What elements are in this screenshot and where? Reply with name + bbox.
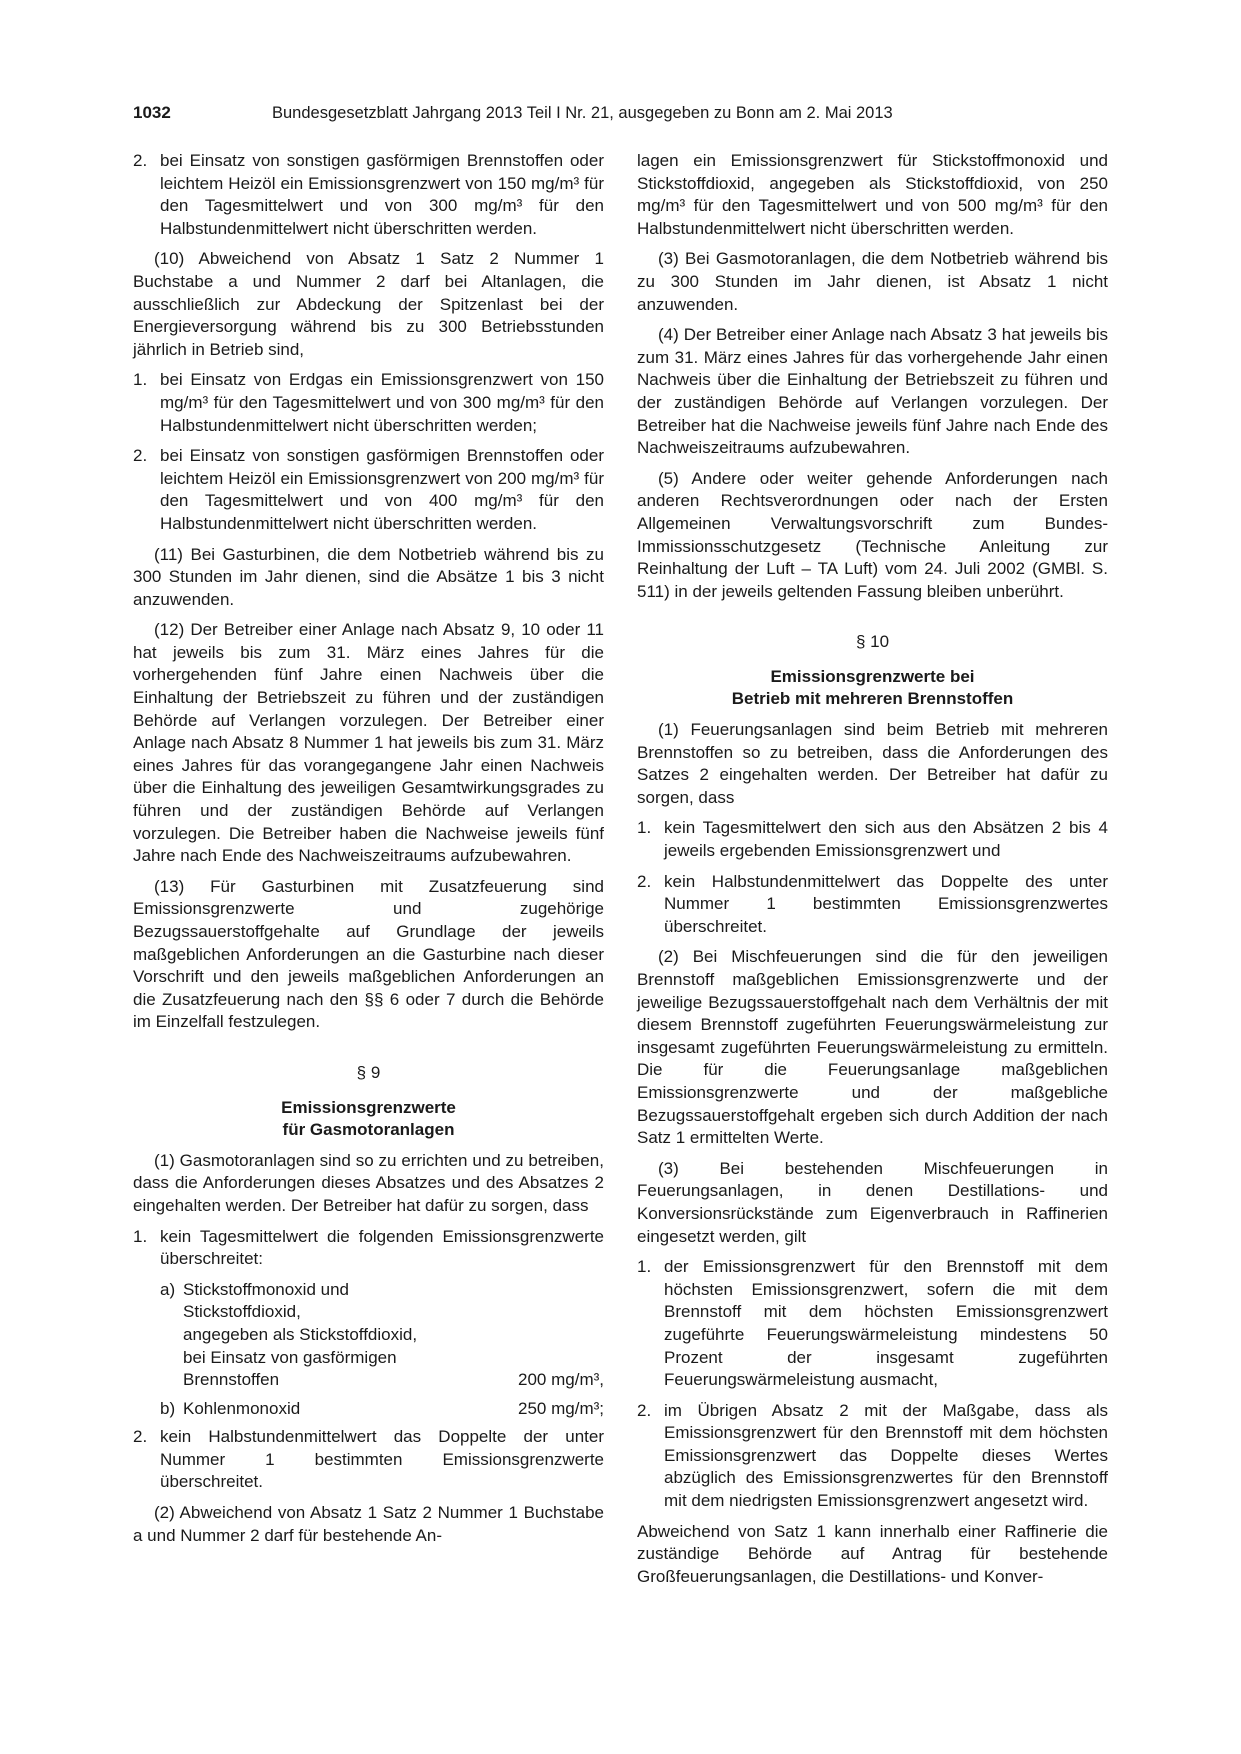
section-heading-10: Emissionsgrenzwerte bei Betrieb mit mehreren Brennstoffen: [731, 666, 1014, 709]
section-9-paragraph-5: (5) Andere oder weiter gehende Anforderungen nach anderen Rechtsverordnungen oder nach der Ersten Allgemeinen Verwaltungsvorschrift zum Bundes-Immissionsschutzgesetz (Technische Anleitung zur Reinhaltung der Luft – TA Luft) vom 24. Juli 2002 (GMBl. S. 511) in der jeweils geltenden Fassung bleiben unberührt.: [637, 468, 1108, 601]
list-item: [637, 817, 1108, 862]
gazette-title: Bundesgesetzblatt Jahrgang 2013 Teil I Nr. 21, ausgegeben zu Bonn am 2. Mai 2013: [272, 104, 893, 122]
section-10-paragraph-1: (1) Feuerungsanlagen sind beim Betrieb mit mehreren Brennstoffen so zu betreiben, dass die Anforderungen des Satzes 2 eingehalten werden. Der Betreiber hat dafür zu sorgen, dass: [637, 720, 1108, 807]
sub-item-letter: a): [160, 1279, 176, 1299]
list-item: [133, 1426, 604, 1494]
item-number: 1.: [133, 370, 148, 390]
section-9-paragraph-3: (3) Bei Gasmotoranlagen, die dem Notbetrieb während bis zu 300 Stunden im Jahr dienen, ist Absatz 1 nicht anzuwenden.: [637, 249, 1108, 314]
paragraph-10: (10) Abweichend von Absatz 1 Satz 2 Nummer 1 Buchstabe a und Nummer 2 darf bei Altanlagen, die ausschließlich zur Abdeckung der Spitzenlast bei der Energieversorgung während bis zu 300 Betriebsstunden jährlich in Betrieb sind,: [133, 249, 604, 359]
paragraph-11: (11) Bei Gasturbinen, die dem Notbetrieb während bis zu 300 Stunden im Jahr dienen, sind die Absätze 1 bis 3 nicht anzuwenden.: [133, 544, 604, 609]
item-number: 2.: [133, 151, 148, 170]
paragraph-tail: Abweichend von Satz 1 kann innerhalb einer Raffinerie die zuständige Behörde auf Antrag für bestehende Großfeuerungsanlagen, die Destillations- und Konver-: [637, 1521, 1108, 1586]
list-item: [133, 1226, 604, 1271]
section-9-paragraph-1: (1) Gasmotoranlagen sind so zu errichten und zu betreiben, dass die Anforderungen dieses Absatzes und des Absatzes 2 eingehalten werden. Der Betreiber hat dafür zu sorgen, dass: [133, 1150, 604, 1215]
sub-item-letter: b): [160, 1398, 176, 1418]
section-9-paragraph-4: (4) Der Betreiber einer Anlage nach Absatz 3 hat jeweils bis zum 31. März eines Jahres für das vorhergehende Jahr einen Nachweis über die Einhaltung der Betriebszeit zu führen und der zuständigen Behörde auf Verlangen vorzulegen. Der Betreiber hat die Nachweise jeweils fünf Jahre nach Ende des Nachweiszeitraums aufzubewahren.: [637, 325, 1108, 458]
item-text: kein Halbstundenmittelwert das Doppelte des unter Nummer 1 bestimmten Emissionsgrenzwertes überschreitet.: [664, 871, 1108, 936]
list-item: [133, 369, 604, 437]
item-number: 2.: [637, 871, 652, 891]
list-item: [637, 871, 1108, 939]
limit-value: 200 mg/m³,: [518, 1370, 604, 1390]
item-number: 2.: [133, 1427, 148, 1447]
section-heading-9: Emissionsgrenzwerte für Gasmotoranlagen: [281, 1097, 456, 1140]
item-number: 1.: [637, 818, 652, 838]
right-column: [637, 150, 1108, 1596]
section-10-paragraph-3: (3) Bei bestehenden Mischfeuerungen in Feuerungsanlagen, in denen Destillations- und Konversionsrückstände zum Eigenverbrauch in Raffinerien eingesetzt werden, gilt: [637, 1158, 1108, 1246]
item-text: kein Tagesmittelwert die folgenden Emissionsgrenzwerte überschreitet:: [160, 1226, 604, 1269]
list-item: [637, 1256, 1108, 1392]
item-number: 2.: [637, 1400, 652, 1420]
paragraph-13: (13) Für Gasturbinen mit Zusatzfeuerung sind Emissionsgrenzwerte und zugehörige Bezugssauerstoffgehalte auf Grundlage der jeweils maßgeblichen Anforderungen an die Gasturbine nach dieser Vorschrift und den jeweils maßgeblichen Anforderungen an die Zusatzfeuerung nach den §§ 6 oder 7 durch die Behörde im Einzelfall festzulegen.: [133, 876, 604, 1032]
page-number: 1032: [133, 103, 171, 122]
list-item: [637, 1400, 1108, 1513]
list-item: [133, 150, 604, 240]
section-9-paragraph-2: (2) Abweichend von Absatz 1 Satz 2 Nummer 1 Buchstabe a und Nummer 2 darf für bestehende An-: [133, 1503, 604, 1545]
item-text: bei Einsatz von Erdgas ein Emissionsgrenzwert von 150 mg/m³ für den Tagesmittelwert und von 300 mg/m³ für den Halbstundenmittelwert nicht überschritten werden;: [160, 370, 604, 435]
item-number: 1.: [637, 1257, 652, 1277]
item-text: der Emissionsgrenzwert für den Brennstoff mit dem höchsten Emissionsgrenzwert, sofern die mit dem Brennstoff mit dem höchsten Emissionsgrenzwert zugeführte Feuerungswärmeleistung mindestens 50 Prozent der insgesamt zugeführten Feuerungswärmeleistung ausmacht,: [664, 1257, 1108, 1390]
item-number: 1.: [133, 1226, 148, 1246]
item-text: bei Einsatz von sonstigen gasförmigen Brennstoffen oder leichtem Heizöl ein Emissionsgrenzwert von 150 mg/m³ für den Tagesmittelwert und von 300 mg/m³ für den Halbstundenmittelwert nicht überschritten werden.: [160, 151, 604, 238]
pollutant-label: Kohlenmonoxid: [183, 1398, 301, 1418]
page-header: [133, 100, 1108, 126]
section-sign-10: § 10: [855, 632, 890, 652]
item-text: bei Einsatz von sonstigen gasförmigen Brennstoffen oder leichtem Heizöl ein Emissionsgrenzwert von 200 mg/m³ für den Tagesmittelwert und von 400 mg/m³ für den Halbstundenmittelwert nicht überschritten werden.: [160, 446, 604, 533]
item-text: kein Tagesmittelwert den sich aus den Absätzen 2 bis 4 jeweils ergebenden Emissionsgrenzwert und: [664, 818, 1108, 861]
item-number: 2.: [133, 446, 148, 466]
list-item: [133, 445, 604, 535]
limit-value: 250 mg/m³;: [518, 1398, 604, 1418]
item-text: kein Halbstundenmittelwert das Doppelte der unter Nummer 1 bestimmten Emissionsgrenzwerte überschreitet.: [160, 1427, 604, 1492]
sub-item-a: [133, 1279, 604, 1392]
paragraph-continuation: lagen ein Emissionsgrenzwert für Stickstoffmonoxid und Stickstoffdioxid, angegeben als Stickstoffdioxid, von 250 mg/m³ für den Tagesmittelwert und von 500 mg/m³ für den Halbstundenmittelwert nicht überschritten werden.: [637, 151, 1108, 238]
left-column: [133, 150, 604, 1555]
item-text: im Übrigen Absatz 2 mit der Maßgabe, dass als Emissionsgrenzwert für den Brennstoff mit dem höchsten Emissionsgrenzwert das Doppelte dieses Wertes abzüglich des Emissionsgrenzwertes für den Brennstoff mit dem niedrigsten Emissionsgrenzwert angesetzt wird.: [664, 1400, 1108, 1511]
sub-item-b: [133, 1398, 604, 1421]
section-sign-9: § 9: [356, 1062, 381, 1082]
pollutant-label: Stickstoffmonoxid und Stickstoffdioxid, angegeben als Stickstoffdioxid, bei Einsatz von gasförmigen Brennstoffen: [183, 1279, 418, 1390]
paragraph-12: (12) Der Betreiber einer Anlage nach Absatz 9, 10 oder 11 hat jeweils bis zum 31. März eines Jahres für die vorhergehenden fünf Jahre einen Nachweis über die Einhaltung der Betriebszeit zu führen und der zuständigen Behörde auf Verlangen vorzulegen. Der Betreiber einer Anlage nach Absatz 8 Nummer 1 hat jeweils bis zum 31. März eines Jahres für das vorangegangene Jahr einen Nachweis über die Einhaltung des jeweiligen Gesamtwirkungsgrades zu führen und der zuständigen Behörde auf Verlangen vorzulegen. Die Betreiber haben die Nachweise jeweils fünf Jahre nach Ende des Nachweiszeitraums aufzubewahren.: [133, 620, 604, 866]
section-10-paragraph-2: (2) Bei Mischfeuerungen sind die für den jeweiligen Brennstoff maßgeblichen Emissionsgrenzwerte und der jeweilige Bezugssauerstoffgehalt nach dem Verhältnis der mit diesem Brennstoff zugeführten Feuerungswärmeleistung zur insgesamt zugeführten Feuerungswärmeleistung zu ermitteln. Die für die Feuerungsanlage maßgeblichen Emissionsgrenzwerte und der maßgebliche Bezugssauerstoffgehalt ergeben sich durch Addition der nach Satz 1 ermittelten Werte.: [637, 947, 1108, 1148]
